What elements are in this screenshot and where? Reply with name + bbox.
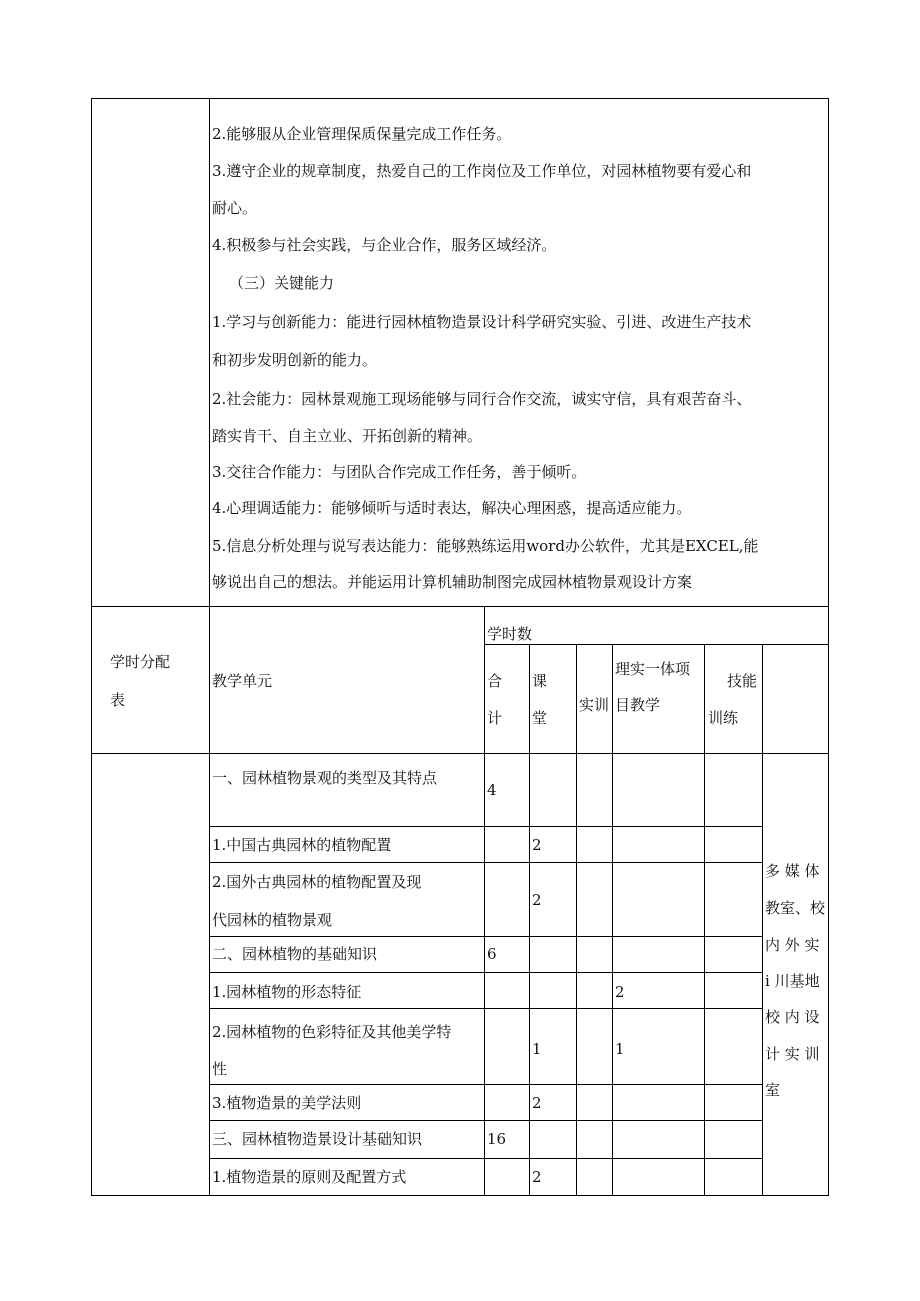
subsection-heading: （三）关键能力 bbox=[229, 274, 335, 292]
paragraph-line: 踏实肯干、自主立业、开拓创新的精神。 bbox=[212, 427, 483, 445]
paragraph-line: 4.积极参与社会实践，与企业合作，服务区域经济。 bbox=[212, 236, 557, 254]
total-column-divider bbox=[529, 644, 530, 1196]
skill-column-divider bbox=[762, 644, 763, 1196]
unit-column-divider bbox=[484, 606, 485, 1196]
table-border-top bbox=[91, 98, 829, 99]
unit-cell: 一、园林植物景观的类型及其特点 bbox=[212, 769, 438, 787]
total-cell: 6 bbox=[487, 945, 497, 963]
venue-line: 教室、校 bbox=[765, 899, 826, 917]
integrated-column-header: 理实一体项 bbox=[615, 660, 691, 678]
class-cell: 2 bbox=[532, 1094, 542, 1112]
total-cell: 16 bbox=[487, 1130, 507, 1148]
section-label: 表 bbox=[110, 691, 126, 709]
unit-cell: 2.园林植物的色彩特征及其他美学特 bbox=[212, 1023, 452, 1041]
unit-column-header: 教学单元 bbox=[212, 672, 273, 690]
unit-cell: 性 bbox=[212, 1060, 228, 1078]
unit-cell: 三、园林植物造景设计基础知识 bbox=[212, 1130, 423, 1148]
paragraph-line: 够说出自己的想法。并能运用计算机辅助制图完成园林植物景观设计方案 bbox=[212, 573, 693, 591]
skill-column-header: 训练 bbox=[708, 709, 739, 727]
venue-line: 校 内 设 bbox=[765, 1008, 820, 1026]
unit-cell: 1.植物造景的原则及配置方式 bbox=[212, 1168, 407, 1186]
table-border-right bbox=[828, 98, 829, 1196]
paragraph-line: 3.遵守企业的规章制度，热爱自己的工作岗位及工作单位，对园林植物要有爱心和 bbox=[212, 162, 752, 180]
total-column-header: 计 bbox=[487, 709, 503, 727]
paragraph-line: 耐心。 bbox=[212, 199, 258, 217]
venue-line: 室 bbox=[765, 1081, 781, 1099]
integrated-cell: 2 bbox=[615, 983, 625, 1001]
venue-line: 内 外 实 bbox=[765, 936, 820, 954]
paragraph-line: 2.社会能力：园林景观施工现场能够与同行合作交流，诚实守信，具有艰苦奋斗、 bbox=[212, 390, 752, 408]
unit-cell: 代园林的植物景观 bbox=[212, 911, 333, 929]
row-divider bbox=[209, 1158, 762, 1159]
skill-column-header: 技能 bbox=[727, 672, 758, 690]
training-column-divider bbox=[612, 644, 613, 1196]
label-column-divider bbox=[209, 98, 210, 1196]
row-divider bbox=[209, 862, 762, 863]
paragraph-line: 2.能够服从企业管理保质保量完成工作任务。 bbox=[212, 125, 512, 143]
section-label: 学时分配 bbox=[110, 653, 171, 671]
training-column-header: 实训 bbox=[579, 696, 610, 714]
row-divider bbox=[209, 1008, 762, 1009]
unit-cell: 1.园林植物的形态特征 bbox=[212, 983, 362, 1001]
integrated-column-divider bbox=[704, 644, 705, 1196]
row-divider bbox=[209, 1120, 762, 1121]
class-cell: 2 bbox=[532, 891, 542, 909]
row-divider bbox=[209, 936, 762, 937]
class-column-header: 堂 bbox=[532, 709, 548, 727]
unit-cell: 1.中国古典园林的植物配置 bbox=[212, 836, 392, 854]
unit-cell: 2.国外古典园林的植物配置及现 bbox=[212, 873, 422, 891]
venue-line: i 川基地 bbox=[765, 972, 820, 990]
total-column-header: 合 bbox=[487, 672, 503, 690]
paragraph-line: 5.信息分析处理与说写表达能力：能够熟练运用word办公软件，尤其是EXCEL,能 bbox=[212, 537, 759, 555]
class-cell: 1 bbox=[532, 1040, 542, 1058]
row-divider bbox=[209, 826, 762, 827]
class-cell: 2 bbox=[532, 836, 542, 854]
total-cell: 4 bbox=[487, 781, 497, 799]
integrated-column-header: 目教学 bbox=[615, 696, 661, 714]
venue-line: 计 实 训 bbox=[765, 1045, 820, 1063]
unit-cell: 3.植物造景的美学法则 bbox=[212, 1094, 362, 1112]
paragraph-line: 1.学习与创新能力：能进行园林植物造景设计科学研究实验、引进、改进生产技术 bbox=[212, 313, 752, 331]
hours-group-header: 学时数 bbox=[487, 625, 533, 643]
unit-cell: 二、园林植物的基础知识 bbox=[212, 945, 378, 963]
hours-group-underline bbox=[484, 644, 829, 645]
table-border-left bbox=[91, 98, 92, 1196]
paragraph-line: 3.交往合作能力：与团队合作完成工作任务，善于倾听。 bbox=[212, 463, 587, 481]
paragraph-line: 4.心理调适能力：能够倾听与适时表达，解决心理困惑，提高适应能力。 bbox=[212, 499, 692, 517]
row-divider bbox=[209, 1084, 762, 1085]
row-divider bbox=[209, 972, 762, 973]
class-cell: 2 bbox=[532, 1168, 542, 1186]
section-divider bbox=[91, 606, 829, 607]
table-border-bottom bbox=[91, 1195, 829, 1196]
header-divider bbox=[91, 753, 829, 754]
class-column-header: 课 bbox=[532, 672, 548, 690]
paragraph-line: 和初步发明创新的能力。 bbox=[212, 351, 378, 369]
class-column-divider bbox=[576, 644, 577, 1196]
venue-line: 多 媒 体 bbox=[765, 862, 820, 880]
integrated-cell: 1 bbox=[615, 1040, 625, 1058]
